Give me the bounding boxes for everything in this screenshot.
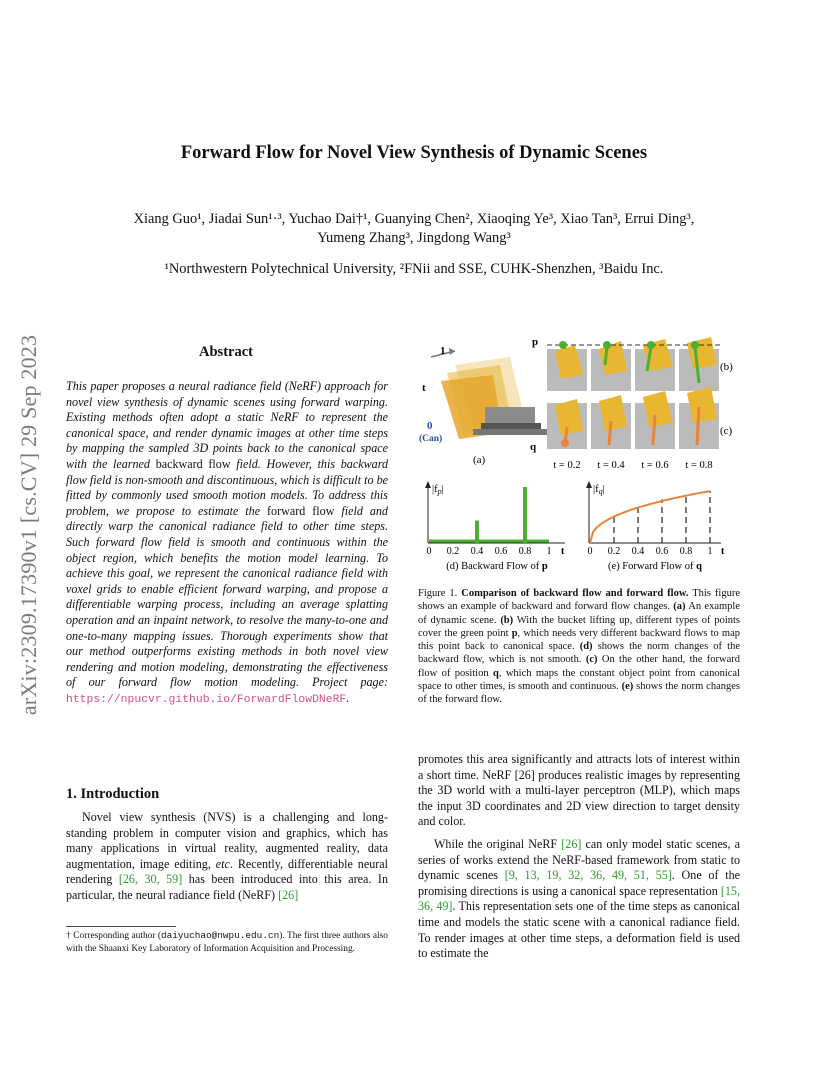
chart-d-tick-label: 0.8 — [518, 546, 532, 557]
time-label: t = 0.4 — [597, 460, 625, 471]
footnote-prefix: † Corresponding author ( — [66, 931, 162, 941]
intro-text-a: Novel view synthesis (NVS) is a challenging and long-standing problem in computer vision and graphics, which has many applications in virtual reality, augmented reality, data augmentation, image editing, — [66, 810, 388, 871]
project-page-link[interactable]: https://npucvr.github.io/ForwardFlowDNeRF — [66, 693, 347, 706]
chart-e-ylabel: |fq| — [593, 484, 605, 496]
citation-link[interactable]: [15, 36, 49] — [418, 883, 741, 914]
chart-d-tick-label: 0.4 — [470, 546, 484, 557]
label-one: 1 — [440, 345, 446, 357]
row-b-frames — [547, 337, 720, 391]
label-a: (a) — [473, 454, 486, 466]
caption-a-text: An example of dynamic scene. — [418, 601, 741, 626]
abstract-text-1: This paper proposes a neural radiance field (NeRF) approach for novel view synthesis of dynamic scenes using forward warping. Existing methods often adopt a static NeRF to represent the canonical space, and render dynamic images at other time steps by mapping the sampled 3D points back to the canonical space with the learned — [66, 379, 388, 471]
footnote-suffix: ). The first three authors also with the Shaanxi Key Laboratory of Information Acquisition and Processing. — [66, 931, 388, 954]
right-p2-text-a: While the original NeRF — [434, 836, 558, 851]
abstract-text-3: field and directly warp the canonical radiance field to other time steps. Such forward flow field is smooth and continuous within the object region, which benefits the motion model learning. To achieve this goal, we represent the canonical radiance field with voxel grids to enable efficient forward warping, and propose a differentiable warping process, including an average splatting operation and an inpaint network, to resolve the many-to-one and one-to-many mapping issues. Thorough experiments show that our method outperforms existing methods in both novel view rendering and motion modeling, demonstrating the effectiveness of our forward flow motion modeling. Project page: — [66, 503, 388, 690]
author-list — [60, 210, 768, 248]
time-label: t = 0.6 — [641, 460, 669, 471]
footnote — [66, 930, 388, 955]
arxiv-sidebar — [14, 290, 44, 760]
intro-text-c: has been introduced into this area. In particular, the neural radiance field (NeRF) — [66, 872, 389, 902]
scene-illustration — [441, 357, 551, 439]
citation-link[interactable]: [26] — [561, 836, 582, 851]
chart-e-tick-label: 0.8 — [679, 546, 693, 557]
intro-paragraph — [66, 810, 388, 904]
chart-e-title: (e) Forward Flow of q — [608, 561, 702, 572]
chart-d — [425, 481, 565, 557]
abstract-text-2: field. However, this backward flow field is non-smooth and discontinuous, which is difficult to be fitted by commonly used smooth motion models. To address this problem, we propose to estimate the — [66, 456, 388, 518]
caption-b-text2: , which needs very different backward flows to map this point back to canonical space. — [418, 627, 741, 653]
caption-c-text: On the other hand, the forward flow of position — [418, 654, 741, 679]
caption-b-point: p — [511, 627, 518, 639]
chart-d-ylabel: |fp| — [432, 484, 444, 496]
right-column-body — [418, 752, 740, 962]
right-p2-text-d: . This representation sets one of the time steps as canonical time and models the static scene with a canonical radiance field. To render images at other time steps, a deformation field is used to estimate the — [418, 899, 740, 961]
time-label: t = 0.2 — [553, 460, 581, 471]
chart-e-tick-label: 0.2 — [607, 546, 621, 557]
chart-e-tick-label: 0.4 — [631, 546, 645, 557]
footnote-rule — [66, 926, 176, 927]
label-b: (b) — [720, 361, 733, 373]
chart-e-axis-t: t — [721, 546, 725, 557]
intro-heading: 1. Introduction — [66, 786, 160, 802]
caption-title: Comparison of backward flow and forward flow. — [461, 588, 689, 599]
chart-d-bar — [523, 487, 527, 543]
label-t: t — [422, 382, 426, 394]
footnote-email: daiyuchao@nwpu.edu.cn — [161, 930, 280, 941]
row-c-frames — [547, 387, 719, 449]
paper-title: Forward Flow for Novel View Synthesis of Dynamic Scenes — [180, 143, 648, 163]
abstract-upright-1: backward flow — [155, 456, 231, 471]
figure-caption — [418, 587, 740, 707]
chart-d-axis-t: t — [561, 546, 565, 557]
caption-d-label: (d) — [579, 641, 593, 653]
authors-line-1: Xiang Guo¹, Jiadai Sun¹·³, Yuchao Dai†¹, Guanying Chen², Xiaoqing Ye³, Xiao Tan³, Errui Ding³, — [133, 211, 695, 227]
arxiv-id: arXiv:2309.17390v1 [cs.CV] 29 Sep 2023 — [16, 334, 41, 716]
chart-d-tick-label: 0.6 — [494, 546, 508, 557]
caption-a-label: (a) — [673, 601, 686, 613]
chart-e-tick-label: 0 — [587, 546, 593, 557]
right-paragraph-1: promotes this area significantly and attracts lots of interest within a short time. NeRF [26] produces realistic images by representing the 3D world with a multi-layer perceptron (MLP), which maps the input 3D coordinates and 2D view direction to target density and color. — [418, 752, 740, 829]
right-paragraph-2 — [418, 837, 740, 962]
label-can: (Can) — [419, 434, 443, 444]
label-zero: 0 — [427, 420, 433, 432]
caption-c-label: (c) — [585, 654, 598, 666]
chart-d-title: (d) Backward Flow of p — [446, 561, 548, 572]
time-labels — [553, 460, 712, 471]
time-label: t = 0.8 — [685, 460, 713, 471]
citation-link[interactable]: [26] — [278, 887, 299, 902]
caption-e-text: shows the norm changes of the forward flow. — [418, 681, 740, 706]
affiliations: ¹Northwestern Polytechnical University, ²FNii and SSE, CUHK-Shenzhen, ³Baidu Inc. — [164, 261, 664, 277]
chart-e-y-arrow — [586, 481, 592, 488]
citation-link[interactable]: [26, 30, 59] — [118, 872, 183, 887]
right-p2-text-b: can only model static scenes, a series of works extend the NeRF-based framework from static to dynamic scenes — [418, 836, 741, 883]
chart-d-tick-label: 0.2 — [446, 546, 460, 557]
authors-line-2: Yumeng Zhang³, Jingdong Wang³ — [317, 230, 511, 246]
chart-d-y-arrow — [425, 481, 431, 488]
label-q: q — [530, 441, 537, 453]
caption-b-label: (b) — [500, 614, 514, 626]
intro-etc: etc — [215, 856, 230, 871]
abstract-upright-2: forward flow — [267, 503, 335, 518]
figure-1 — [415, 335, 745, 583]
intro-text-b: . Recently, differentiable neural rendering — [66, 856, 388, 887]
right-p2-text-c: . One of the promising directions is using a canonical space representation — [418, 868, 741, 898]
time-arrow-head — [449, 348, 455, 355]
caption-label: Figure 1. — [418, 588, 458, 599]
abstract-heading: Abstract — [199, 344, 253, 360]
caption-d-text: shows the norm changes of the backward flow, which is not smooth. — [418, 641, 741, 666]
abstract-body — [66, 379, 388, 708]
chart-d-bar — [475, 521, 479, 543]
chart-e — [586, 481, 725, 557]
caption-text: This figure shows an example of backward and forward flow changes. — [418, 588, 740, 613]
chart-d-tick-label: 0 — [426, 546, 432, 557]
chart-e-tick-label: 0.6 — [655, 546, 669, 557]
citation-link[interactable]: [9, 13, 19, 32, 36, 49, 51, 55] — [504, 868, 672, 883]
abstract-end: . — [346, 690, 350, 705]
caption-b-text: With the bucket lifting up, different types of points cover the green point — [418, 614, 741, 639]
chart-e-tick-label: 1 — [707, 546, 713, 557]
caption-c-text2: , which maps the constant object point from canonical space to other times, is smooth and continuous. — [418, 667, 740, 693]
chart-d-tick-label: 1 — [546, 546, 552, 557]
caption-e-label: (e) — [621, 681, 634, 693]
label-p: p — [532, 336, 539, 348]
label-c: (c) — [720, 425, 733, 437]
chart-e-curve — [590, 491, 710, 543]
caption-c-point: q — [492, 667, 499, 679]
